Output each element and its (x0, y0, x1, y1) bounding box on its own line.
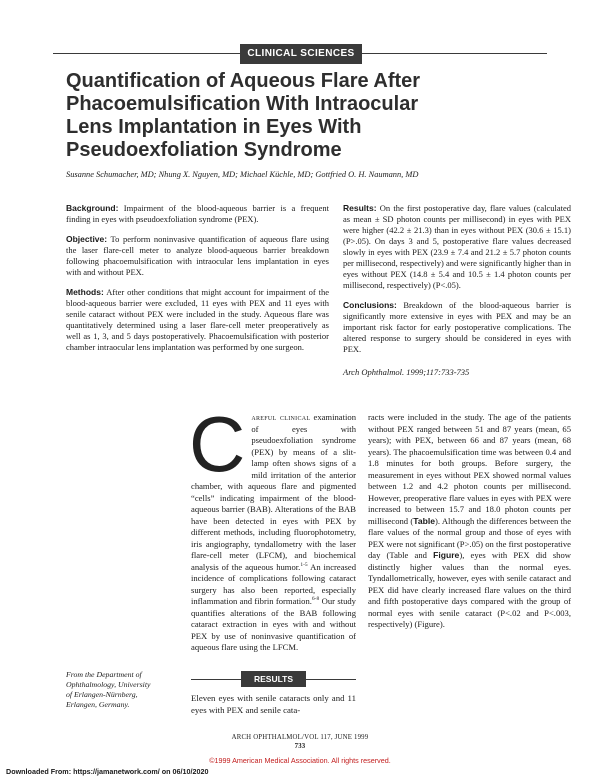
results-label: Results: (343, 203, 377, 213)
title-line: Phacoemulsification With Intraocular (66, 93, 419, 115)
affiliation-note: From the Department of Ophthalmology, University of Erlangen-Nürnberg, Erlangen, Germany. (66, 670, 151, 709)
intro-smallcaps: areful clinical (251, 412, 311, 422)
intro-text-a: examination of eyes with pseudoexfoliation syndrome (PEX) by means of a slit-lamp often shows signs of a mild irritation of the anterior chamber, with aqueous flare and pigmented “cells” indicating impairment of the blood-aqueous barrier (BAB). Alterations of the BAB have been detected in eyes with PEX by different methods, including fluorophotometry, iris angiography, tyndallometry with the laser flare-cell meter (LFCM), and biochemical analysis of the aqueous humor. (191, 412, 356, 572)
body-column-1 (189, 400, 356, 654)
page-footer (0, 733, 600, 751)
intro-paragraph (189, 400, 356, 654)
objective-label: Objective: (66, 234, 108, 244)
objective-text: To perform noninvasive quantification of aqueous flare using the laser flare-cell meter to analyze blood-aqueous barrier breakdown following phacoemulsification with intraocular lens implantation in eyes with and without PEX. (66, 234, 329, 277)
col2-text-a: racts were included in the study. The age of the patients without PEX ranged between 51 and 87 years (mean, 65 years); with PEX, between 66 and 87 years (mean, 68 years). The phacoemulsification time was between 0.4 and 1.8 minutes for both groups. Before surgery, the measurement in eyes without PEX showed normal values between 1.2 and 4.2 photon counts per millisecond. However, preoperative flare values in eyes with PEX were increased to between 15.7 and 18.0 photon counts per millisecond ( (368, 412, 571, 526)
title-line: Pseudoexfoliation Syndrome (66, 139, 342, 161)
abstract-conclusions (343, 300, 571, 378)
article-title (66, 70, 486, 162)
abstract-left-column (66, 203, 329, 362)
download-note[interactable]: Downloaded From: https://jamanetwork.com/ on 06/10/2020 (6, 767, 209, 776)
table-link[interactable]: Table (413, 515, 436, 526)
title-line: Lens Implantation in Eyes With (66, 116, 362, 138)
abstract-results (343, 203, 571, 291)
conclusions-label: Conclusions: (343, 300, 397, 310)
methods-text: After other conditions that might account for impairment of the blood-aqueous barrier were excluded, 11 eyes with PEX and 11 eyes with senile cataract without PEX were included in the study. Aqueous flare was quantitatively determined using a laser flare-cell meter preoperatively as well as 1, 3, and 5 days postoperatively. Phacoemulsification with posterior chamber intraocular lens implantation was performed by one surgeon. (66, 287, 329, 352)
conclusions-text: Breakdown of the blood-aqueous barrier is significantly more extensive in eyes with PEX and may be an important risk factor for early postoperative complications. The altered response to surgery should be considered in eyes with PEX. (343, 300, 571, 354)
results-text: On the first postoperative day, flare values (calculated as mean ± SD photon counts per millisecond) in eyes with PEX were higher (42.2 ± 21.3) than in eyes without PEX (30.6 ± 15.1) (P>.05). On days 3 and 5, postoperative flare values decreased slowly in eyes with PEX (23.9 ± 7.4 and 21.2 ± 5.7 photon counts per millisecond, respectively) and were significantly higher than in eyes without PEX (14.8 ± 5.4 and 10.5 ± 1.4 photon counts per millisecond, respectively) (P<.05). (343, 203, 571, 290)
results-heading (191, 671, 356, 687)
section-banner (0, 44, 600, 64)
figure-link[interactable]: Figure (433, 550, 460, 560)
abstract-background (66, 203, 329, 225)
background-text: Impairment of the blood-aqueous barrier is a frequent finding in eyes with pseudoexfoliation syndrome (PEX). (66, 203, 329, 224)
abstract-methods (66, 287, 329, 353)
title-line: Quantification of Aqueous Flare After (66, 70, 421, 92)
results-paragraph (368, 412, 571, 631)
abstract-right-column (343, 203, 571, 387)
col2-text-b: ). Although the differences between the flare values of the normal group and those of eyes with PEX were not significant (P>.05) on the first postoperative day (Table and (368, 515, 572, 560)
abstract-objective (66, 234, 329, 278)
intro-text-b: An increased incidence of complications following cataract surgery has also been reported, especially inflammation and fibrin formation. (191, 561, 356, 606)
footer-journal: ARCH OPHTHALMOL/VOL 117, JUNE 1999 (231, 734, 369, 741)
page-number: 733 (294, 743, 306, 750)
intro-text-c: Our study quantifies alterations of the BAB following cataract extraction in eyes with and without PEX by use of noninvasive quantification of aqueous flare using the LFCM. (191, 596, 356, 652)
author-list: Susanne Schumacher, MD; Nhung X. Nguyen, MD; Michael Küchle, MD; Gottfried O. H. Naumann, MD (66, 170, 419, 179)
col2-text-c: ), eyes with PEX did show distinctly higher values than the normal eyes. Tyndallometrically, however, eyes with senile cataract and PEX did have clearly increased flare values on the third and fifth postoperative days compared with the group of normal eyes with senile cataract (P<.02 and P<.003, respectively) (Figure). (368, 550, 571, 629)
results-body-text: Eleven eyes with senile cataracts only and 11 eyes with PEX and senile cata- (191, 693, 356, 715)
methods-label: Methods: (66, 287, 104, 297)
results-heading-label: RESULTS (241, 671, 306, 687)
citation: Arch Ophthalmol. 1999;117:733-735 (343, 367, 470, 377)
section-label: CLINICAL SCIENCES (240, 44, 362, 64)
body-column-2 (368, 412, 571, 631)
drop-cap: C (189, 400, 246, 488)
reference-superscript[interactable]: 6-8 (311, 596, 320, 603)
copyright-notice: ©1999 American Medical Association. All rights reserved. (209, 756, 391, 765)
reference-superscript[interactable]: 1-5 (300, 561, 308, 568)
background-label: Background: (66, 203, 119, 213)
